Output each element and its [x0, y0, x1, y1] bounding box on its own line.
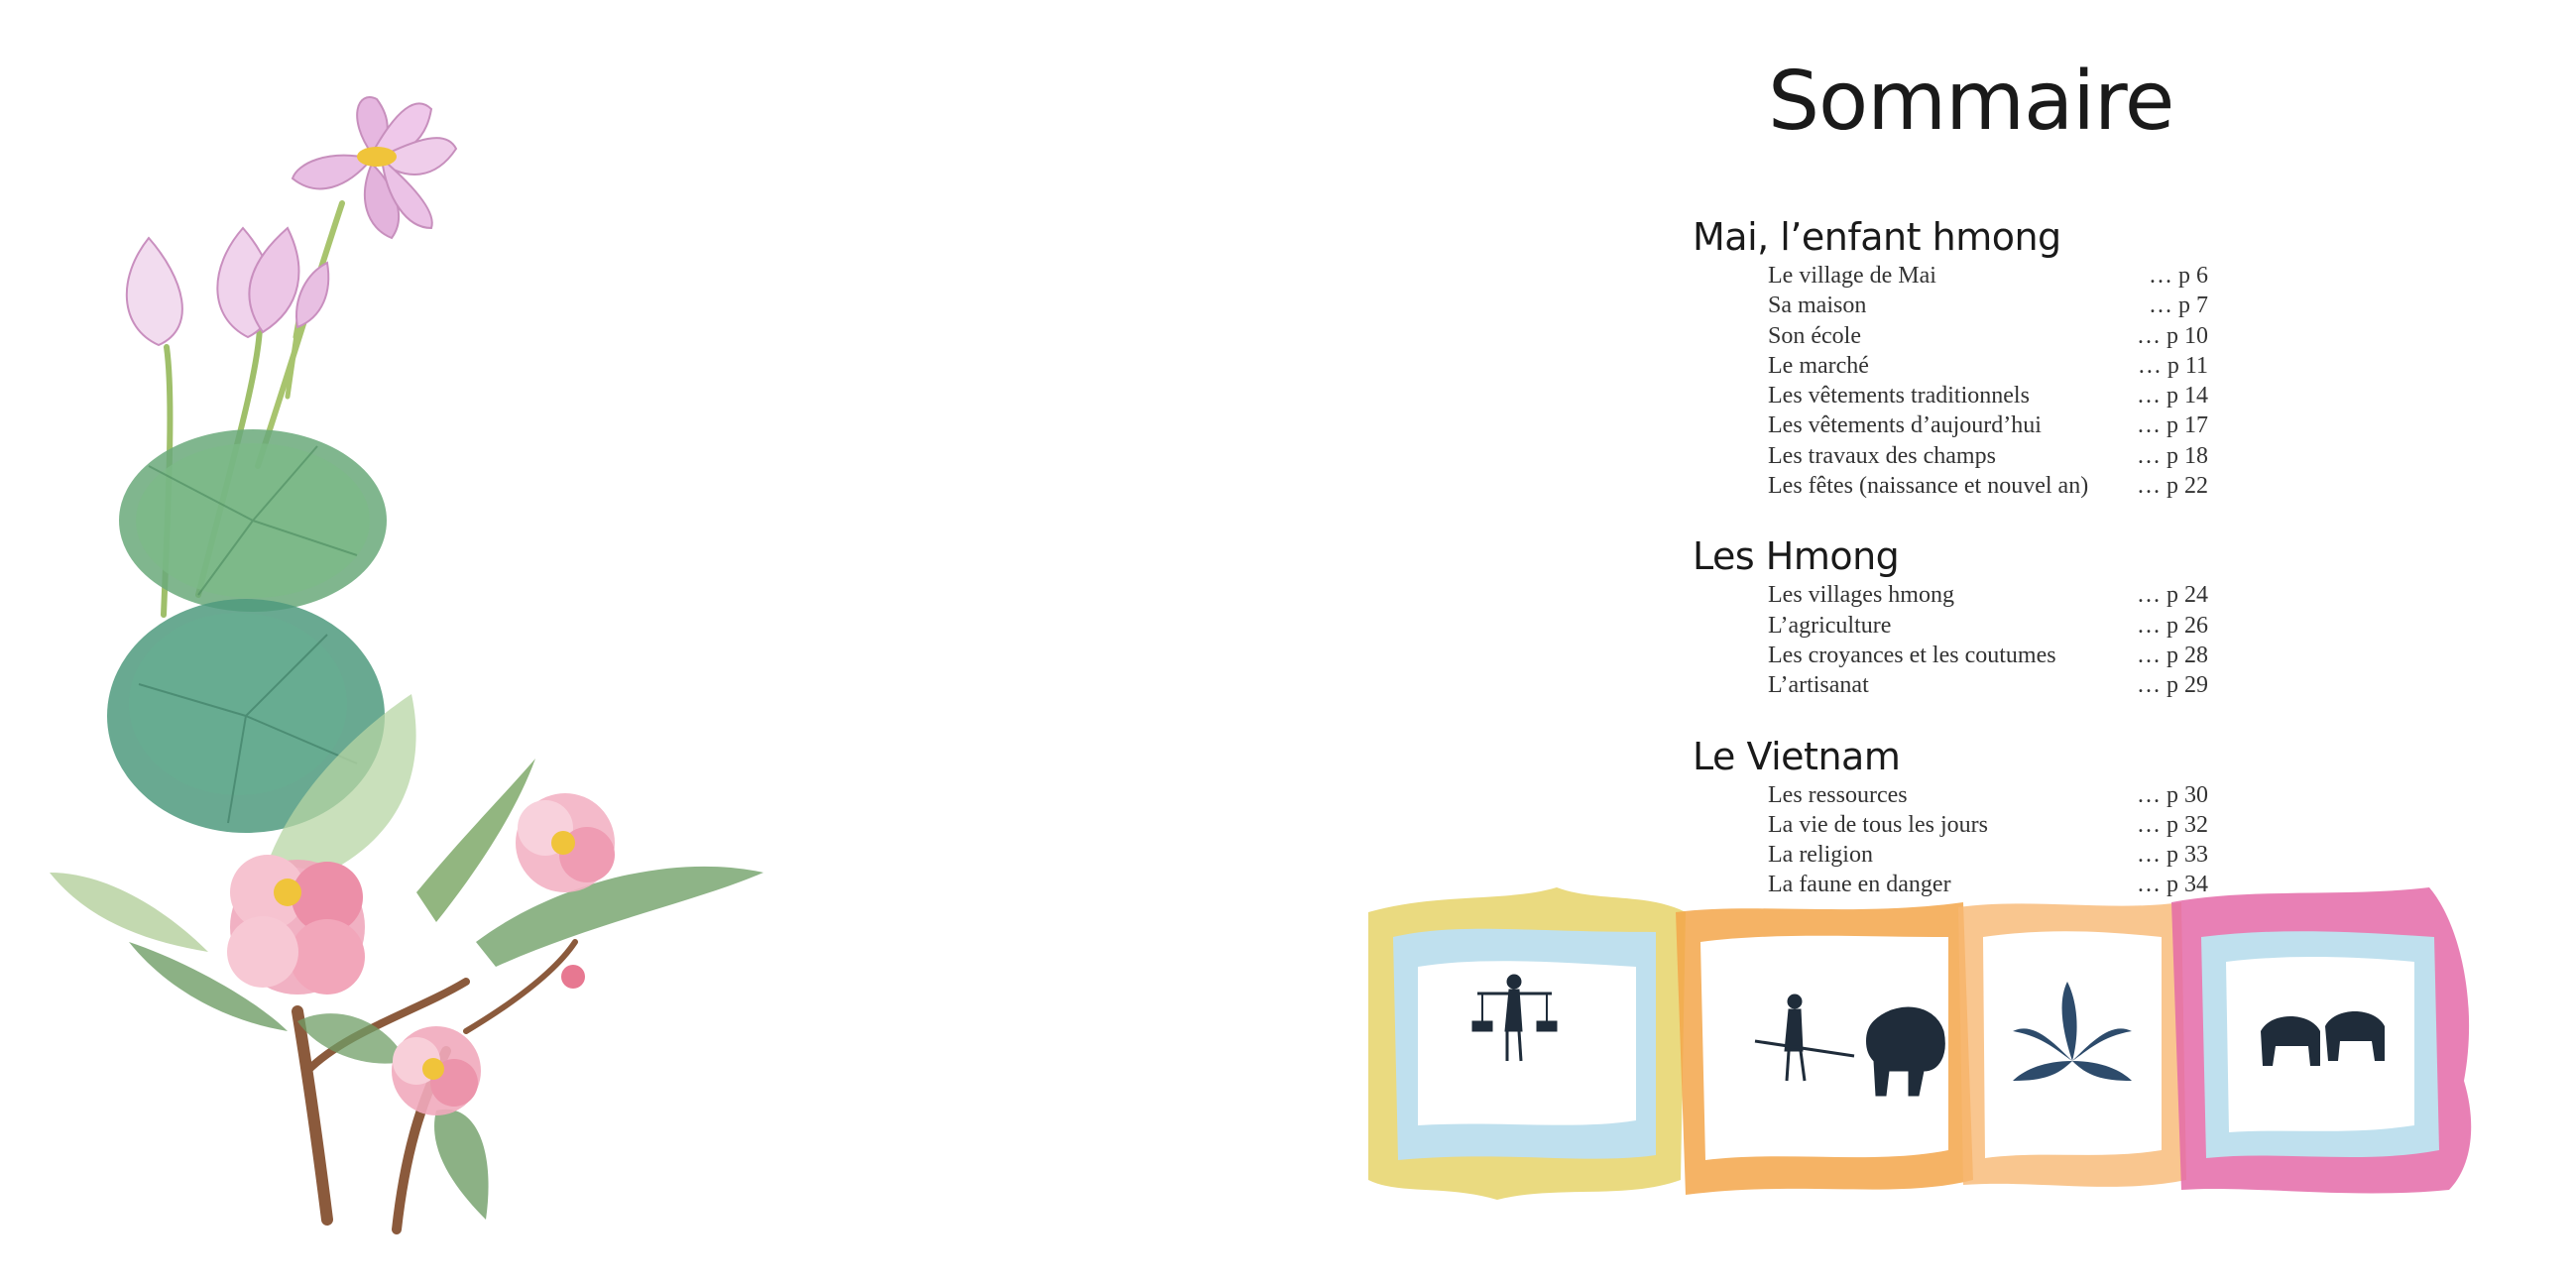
- entry-label: L’agriculture: [1768, 612, 1892, 639]
- toc-entry[interactable]: [1693, 441, 2208, 471]
- camellia-flower-large: [227, 855, 365, 995]
- frame-cattle: [2171, 887, 2471, 1194]
- lotus-flower-open: [293, 97, 456, 238]
- toc-entry[interactable]: [1693, 780, 2208, 810]
- toc-entry[interactable]: [1693, 810, 2208, 840]
- entry-page: … p 28: [2137, 642, 2208, 668]
- toc-entry[interactable]: [1693, 840, 2208, 870]
- entry-label: Les fêtes (naissance et nouvel an): [1768, 473, 2089, 500]
- entry-label: La religion: [1768, 842, 1873, 869]
- toc-entry[interactable]: [1693, 670, 2208, 700]
- toc-section-mai: [1693, 213, 2208, 501]
- camellia-bud: [561, 965, 585, 989]
- toc-entry[interactable]: [1693, 321, 2208, 351]
- entry-label: Les vêtements d’aujourd’hui: [1768, 412, 2042, 439]
- entry-label: Les travaux des champs: [1768, 442, 1996, 469]
- entry-label: Le marché: [1768, 352, 1869, 379]
- table-of-contents: [1693, 213, 2208, 932]
- entry-page: … p 32: [2137, 811, 2208, 838]
- entry-label: Son école: [1768, 322, 1861, 349]
- toc-entry[interactable]: [1693, 580, 2208, 610]
- toc-entry[interactable]: [1693, 471, 2208, 501]
- entry-page: … p 24: [2137, 582, 2208, 609]
- toc-entry[interactable]: [1693, 351, 2208, 381]
- toc-entry[interactable]: [1693, 410, 2208, 440]
- entry-label: La faune en danger: [1768, 872, 1951, 898]
- lily-pad-upper: [119, 429, 387, 612]
- section-title: Mai, l’enfant hmong: [1693, 215, 2061, 259]
- toc-entry[interactable]: [1693, 641, 2208, 670]
- entry-page: … p 7: [2149, 293, 2208, 319]
- camellia-flower-bottom: [392, 1026, 481, 1115]
- entry-label: Sa maison: [1768, 293, 1867, 319]
- entry-page: … p 34: [2137, 872, 2208, 898]
- entry-page: … p 6: [2149, 263, 2208, 289]
- entry-page: … p 30: [2137, 781, 2208, 808]
- entry-label: Les vêtements traditionnels: [1768, 383, 2030, 410]
- toc-entry[interactable]: [1693, 611, 2208, 641]
- entry-label: Le village de Mai: [1768, 263, 1936, 289]
- entry-page: … p 29: [2137, 672, 2208, 699]
- section-title: Les Hmong: [1693, 534, 1900, 579]
- entry-label: L’artisanat: [1768, 672, 1869, 699]
- section-title: Le Vietnam: [1693, 734, 1901, 778]
- entry-page: … p 22: [2137, 473, 2208, 500]
- entry-page: … p 18: [2137, 442, 2208, 469]
- entry-page: … p 33: [2137, 842, 2208, 869]
- toc-entry[interactable]: [1693, 381, 2208, 410]
- lotus-buds: [127, 228, 328, 345]
- page-title: Sommaire: [1768, 55, 2174, 149]
- entry-label: Les villages hmong: [1768, 582, 1954, 609]
- frame-buffalo: [1676, 902, 1973, 1195]
- frame-plant: [1958, 902, 2186, 1187]
- entry-page: … p 11: [2137, 352, 2208, 379]
- watercolor-frames-strip: [1358, 882, 2518, 1210]
- entry-label: Les ressources: [1768, 781, 1908, 808]
- entry-label: Les croyances et les coutumes: [1768, 642, 2056, 668]
- entry-label: La vie de tous les jours: [1768, 811, 1988, 838]
- entry-page: … p 26: [2137, 612, 2208, 639]
- toc-entry[interactable]: [1693, 291, 2208, 320]
- lotus-camellia-illustration: [0, 0, 813, 1288]
- entry-page: … p 17: [2137, 412, 2208, 439]
- toc-entry[interactable]: [1693, 261, 2208, 291]
- frame-porter: [1368, 887, 1686, 1200]
- entry-page: … p 14: [2137, 383, 2208, 410]
- entry-page: … p 10: [2137, 322, 2208, 349]
- toc-section-vietnam: [1693, 733, 2208, 900]
- toc-section-hmong: [1693, 532, 2208, 700]
- camellia-flower-top: [516, 793, 615, 892]
